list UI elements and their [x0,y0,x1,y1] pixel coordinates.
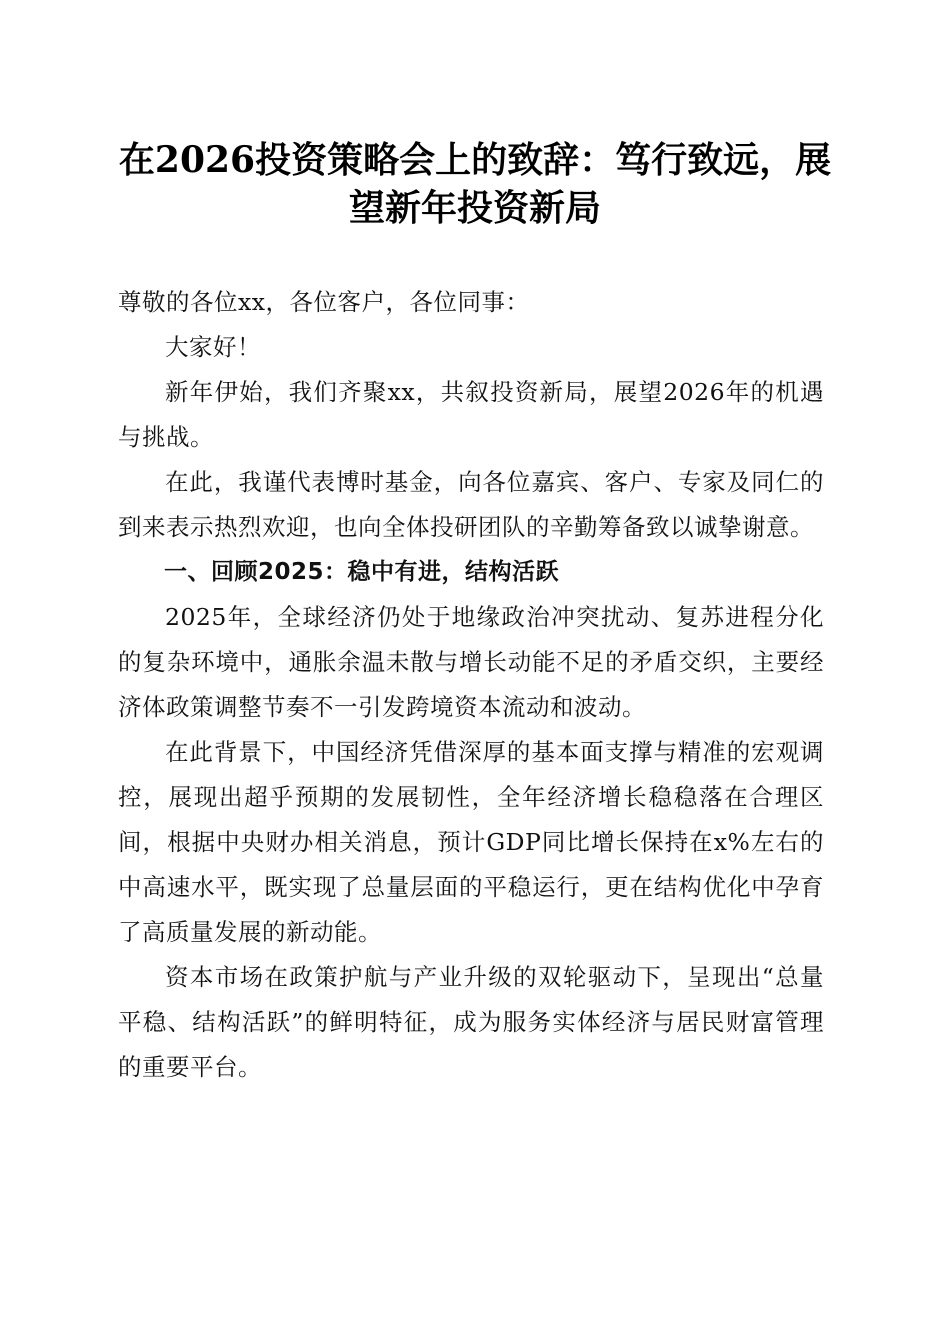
section-heading: 一、回顾2025：稳中有进，结构活跃 [164,559,560,585]
title-line-1: 在2026投资策略会上的致辞：笃行致远，展 [118,139,832,181]
greeting: 大家好！ [165,333,261,361]
paragraph-welcome: 在此，我谨代表博时基金，向各位嘉宾、客户、专家及同仁的到来表示热烈欢迎，也向全体投研团队的辛勤筹备致以诚挚谢意。 [118,468,824,541]
title-line-2: 望新年投资新局 [348,187,601,229]
salutation: 尊敬的各位xx，各位客户，各位同事： [118,288,530,316]
paragraph-capital-market: 资本市场在政策护航与产业升级的双轮驱动下，呈现出“总量平稳、结构活跃”的鲜明特征，成为服务实体经济与居民财富管理的重要平台。 [118,963,824,1081]
document-body [118,280,824,1090]
paragraph-opening: 新年伊始，我们齐聚xx，共叙投资新局，展望2026年的机遇与挑战。 [118,378,824,451]
document-title [100,136,850,232]
paragraph-china-economy: 在此背景下，中国经济凭借深厚的基本面支撑与精准的宏观调控，展现出超乎预期的发展韧性，全年经济增长稳稳落在合理区间，根据中央财办相关消息，预计GDP同比增长保持在x%左右的中高速水平，既实现了总量层面的平稳运行，更在结构优化中孕育了高质量发展的新动能。 [118,738,824,946]
paragraph-global-economy: 2025年，全球经济仍处于地缘政治冲突扰动、复苏进程分化的复杂环境中，通胀余温未散与增长动能不足的矛盾交织，主要经济体政策调整节奏不一引发跨境资本流动和波动。 [118,603,824,721]
